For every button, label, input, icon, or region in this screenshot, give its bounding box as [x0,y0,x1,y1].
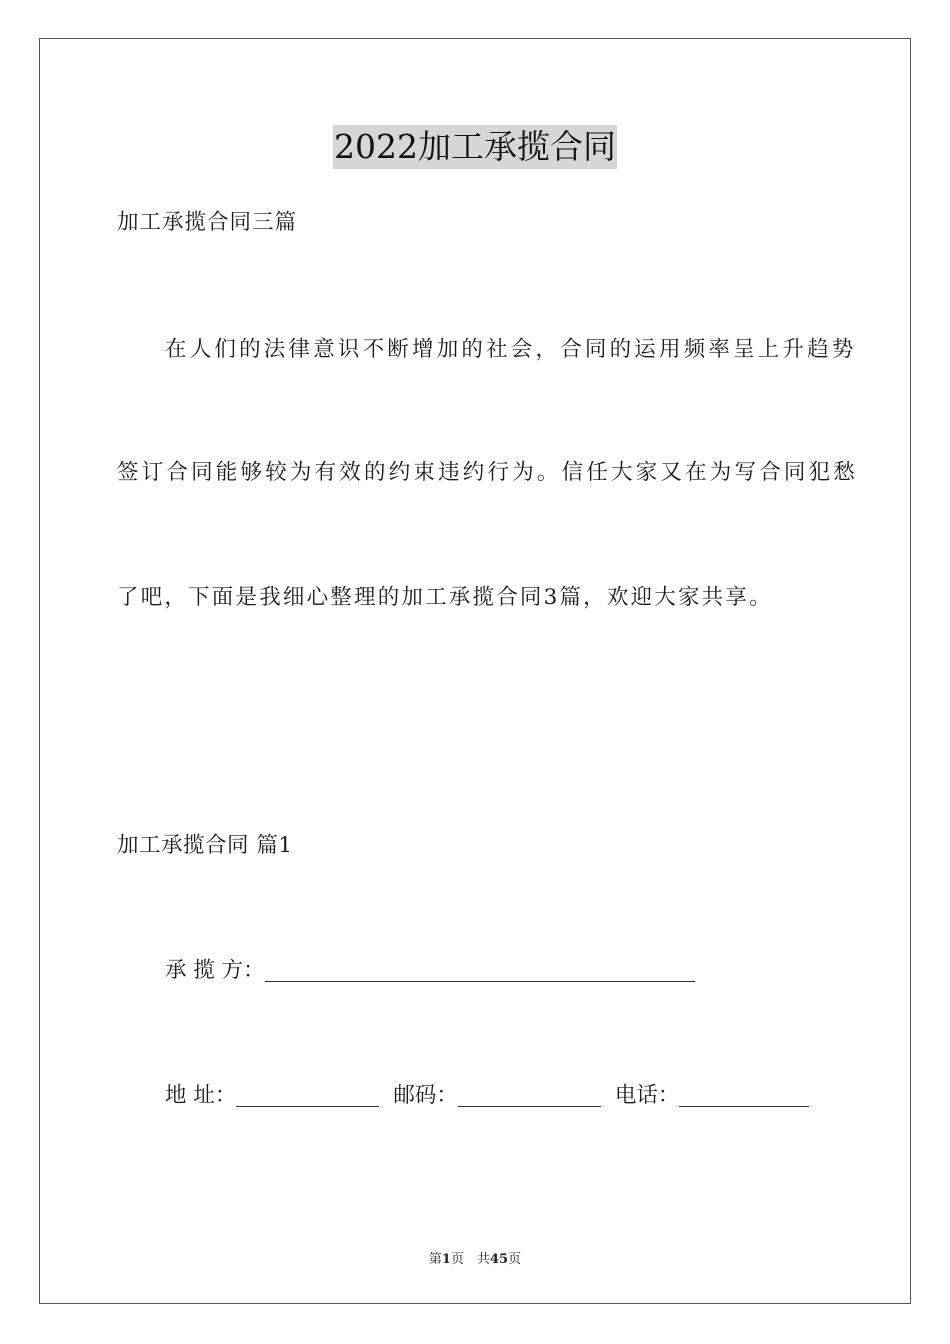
document-title: 2022加工承揽合同 [333,125,617,169]
document-subtitle: 加工承揽合同三篇 [117,210,298,235]
footer-prefix: 第 [428,1252,442,1267]
section-heading: 加工承揽合同 篇1 [117,833,293,858]
footer-total-pages: 45 [489,1252,509,1267]
contractor-label: 承 揽 方： [165,958,265,983]
title-container [0,125,950,169]
address-label: 地 址： [165,1083,237,1108]
postcode-blank-line [458,1086,601,1107]
contractor-row [165,956,695,986]
paragraph-line-2: 签订合同能够较为有效的约束违约行为。信任大家又在为写合同犯愁 [117,460,859,485]
phone-blank-line [679,1086,809,1107]
contractor-blank-line [265,961,695,982]
paragraph-line-3: 了吧，下面是我细心整理的加工承揽合同3篇，欢迎大家共享。 [117,585,773,610]
page-footer [0,1248,950,1267]
paragraph-line-1: 在人们的法律意识不断增加的社会，合同的运用频率呈上升趋势 [165,337,857,362]
phone-label: 电话： [614,1083,680,1108]
address-blank-line [236,1086,379,1107]
postcode-label: 邮码： [393,1083,458,1108]
footer-mid: 页 共 [450,1252,490,1267]
footer-current-page: 1 [441,1252,451,1267]
footer-suffix: 页 [508,1252,522,1267]
address-row [165,1081,809,1111]
